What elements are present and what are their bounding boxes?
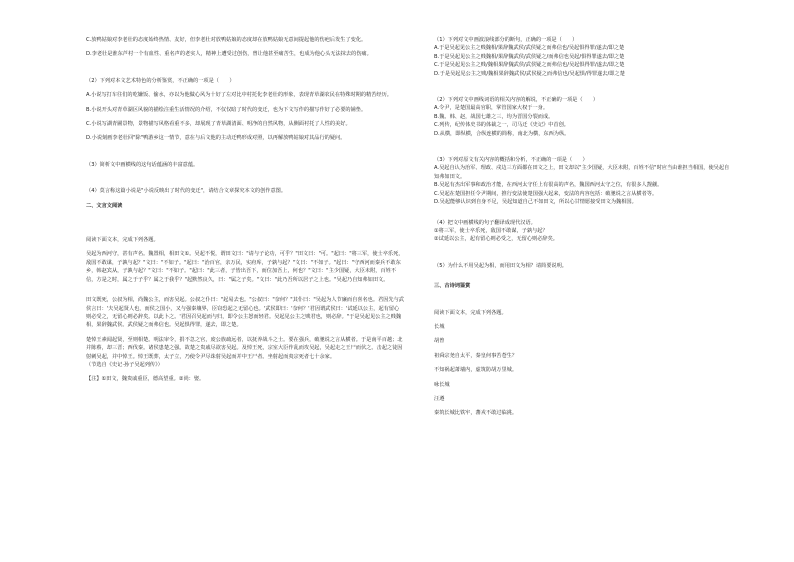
poem-1-line-2: 不知祸起萧墙内，虚筑防胡万里城。 — [434, 367, 518, 374]
reading-instruction: 阅读下面文本，完成下列各题。 — [86, 237, 159, 244]
r-q1-option-d: D.于是吴起见公主之贱/魏相果辞魏武侯/武侯疑之而弗信也/吴起惧/得罪遂去/即之楚 — [434, 70, 625, 77]
r-q2-option-a: A.令尹，是楚国最高官职，掌管国家大权于一身。 — [434, 105, 549, 112]
section-3-heading: 三、古诗词鉴赏 — [434, 283, 471, 290]
poem-1-title: 长城 — [434, 323, 445, 330]
section-2-heading: 二、文言文阅读 — [86, 202, 123, 209]
r-question-4-stem: （4）把文中画横线的句子翻译成现代汉语。 — [434, 219, 536, 226]
option-d-text: D.李老壮是淮东芦村一个有血性、重名声的老实人，精神上遭受过创伤，曾让他甚至痛苦生，也成为他心头无法抹去的伤痛。 — [86, 51, 372, 58]
q2-option-c: C.小说写湖青圃景物，景物描写风格看重不多，却展现了青草湖清面、明净的自然风物，从侧面衬托了人性的美好。 — [86, 121, 351, 128]
poem-2-line-1: 秦筑长城比铁牢，蕃戎不敢过临洮。 — [434, 410, 518, 417]
r-q3-option-b: B.吴起有杰出军事和政治才能，在西河太守任上有很高的声名，魏国西河太守之位，有很多人觊觎。 — [434, 182, 663, 189]
r-question-5-stem: （5）为什么不用吴起为相，而用田文为相？请简要说明。 — [434, 262, 567, 269]
passage-source: （节选自《史记·孙子吴起列传》） — [86, 361, 163, 368]
r-q1-option-a: A.于是吴起见公主之贱魏相/果辞魏武侯/武侯疑之而弗信也/吴起惧得罪/遂去/即之楚 — [434, 45, 625, 52]
poem-1-author: 胡曾 — [434, 338, 445, 345]
poem-1-line-1: 祖舜宗尧自太平，秦皇何事苦苍生？ — [434, 352, 518, 359]
passage-paragraph-1: 吴起为西河守，甚有声名。魏置相，相田文①。吴起不悦，谓田文曰："请与子论功，可乎？"田文曰："可。"起曰："将三军，使士卒乐死，敌国不敢谋，子孰与起？"文曰："不如子。"起曰："治百官，亲万民，实府库，子孰与起？"文曰："不如子。"起曰："守西河而秦兵不敢东乡，韩赵宾从，子孰与起？"文曰："不如子。"起曰："此三者，子皆出吾下，而位加吾上，何也？"文曰："主少国疑，大臣未附，百姓不信，方是之时，属之于子乎？属之于我乎？"起默然良久，曰："属之子矣。"文曰："此乃吾所以居子之上也。"吴起乃自知弗如田文。 — [86, 251, 404, 283]
poem-2-title: 咏长城 — [434, 381, 450, 388]
passage-note: 【注】①田文，魏贵戚重臣，德高望重。②尚：娶。 — [86, 376, 205, 383]
option-c-text: C.放鸭姑娘对李老壮的态度始终热情、友好，但李老壮对放鸭姑娘的态度却在放鸭姑娘无意间提起他的伤疤后发生了变化。 — [86, 37, 367, 43]
passage-paragraph-2: 田文既死，公叔为相，尚魏公主，而害吴起。公叔之仆曰："起易去也。"公叔曰："奈何？"其仆曰："吴起为人节廉而自喜名也。君因先与武侯言曰：'夫吴起贤人也，而侯之国小，又与强秦壤界，臣窃恐起之无留心也。'武侯即曰：'奈何？'君因谓武侯曰：'试延以公主，起有留心则必受之，无留心则必辞矣。以此卜之。'君因召吴起而与归，即令公主怒而轻君。吴起见公主之贱君也，则必辞。"于是吴起见公主之贱魏相，果辞魏武侯。武侯疑之而弗信也。吴起惧得罪，遂去，即之楚。 — [86, 297, 404, 329]
r-q2-option-d: D.从横，即纵横，合纵连横的简称，南北为横，东西为纵。 — [434, 130, 570, 137]
left-column — [86, 36, 404, 384]
poem-2-author: 汪遵 — [434, 395, 445, 402]
question-4-stem: （4）莫言称这篇小说是"小说反映出了时代的变迁"，请结合文章探究本文的创作意图。 — [86, 188, 287, 195]
r-q2-option-b: B.魏、韩、赵，战国七雄之三，均为晋国分裂而成。 — [434, 113, 554, 120]
question-3-stem: （3）简析文中画横线的这句话蕴涵的丰富意蕴。 — [86, 161, 199, 168]
q2-option-a: A.小说写打车往们的吃嫌饭、偷水，亦以为他做心风为十好了左对比中村托化李老壮的形象，表现青草湖农民在特殊时期的精苦经历。 — [86, 92, 392, 99]
q2-option-d: D.小说刻画李老壮回"除"鸭游乡这一情节，意在与后文他的主动迁鸭形成对照，以再解放鸭姑娘对其品行的疑问。 — [86, 135, 346, 142]
r-question-2-stem: （2）下列对文中画线词语的相关内容的解说，不正确的一项是（ ） — [434, 97, 599, 104]
r-q1-option-b: B.于是吴起见公主之贱魏相/果辞魏武侯/武侯疑之/而弗信也吴起/惧得罪遂去/即之楚 — [434, 53, 625, 60]
q2-option-b: B.小说开头对青草湖区风貌的描绘注重生活情况的介绍，不仅仅暗了时代的变迁，也为下文写作的描写作好了必要的铺垫。 — [86, 106, 367, 113]
r-q2-option-c: C.列传，纪传体史书的体裁之一，司马迁《史记》中首创。 — [434, 122, 569, 129]
r-question-3-stem: （3）下列对原文有关内容的概括和分析，不正确的一项是（ ） — [434, 157, 588, 164]
r-q3-option-a: A.吴起自认为治军、理政、戍边三方面都在田文之上，田文却以"主少国疑，大臣未附，百姓不信"时应当由谁担当相国，使吴起自知弗如田文。 — [434, 165, 730, 180]
r-q3-option-c: C.吴起在楚国担任令尹期间，推行变法使楚国强大起来，变法的内容包括：破驰说之言从横者等。 — [434, 190, 658, 197]
r-q4-line-1: ①将三军，使士卒乐死，敌国不敢谋，子孰与起？ — [434, 227, 548, 234]
r-question-1-stem: （1）下列对文中画波浪线部分的断句，正确的一项是（ ） — [434, 37, 578, 43]
passage-paragraph-3: 楚悼王素闻起贤，至则相楚。明法审令，捐不急之官，废公族疏远者，以抚养战斗之士。要在强兵，破驰说之言从横者。于是南平百越；北并陈蔡，却三晋；西伐秦。诸侯患楚之强。故楚之贵戚尽欲害吴起。及悼王死，宗室大臣作乱而攻吴起，吴起走之王尸而伏之。击起之徒因射刺吴起，并中悼王。悼王既葬，太子立，乃使令尹尽诛射吴起而并中王尸者。坐射起而夷宗死者七十余家。 — [86, 336, 403, 360]
question-2-stem: （2）下列对本文艺术特色的分析鉴赏，不正确的一项是（ ） — [86, 77, 235, 84]
r-q4-line-2: ②试延以公主，起有留心则必受之，无留心则必辞矣。 — [434, 236, 558, 243]
r-q1-option-c: C.于是吴起见公主之贱/魏相果辞魏武侯/武侯疑之而弗信也/吴起惧得罪/遂去/即之楚 — [434, 62, 625, 69]
r-q3-option-d: D.吴起能够认识到自身不足，吴起知道自己不如田文，所以心甘情愿接受田文为魏相国。 — [434, 199, 637, 206]
right-column — [434, 36, 734, 418]
r-reading-instruction: 阅读下面文本，完成下列各题。 — [434, 309, 507, 316]
